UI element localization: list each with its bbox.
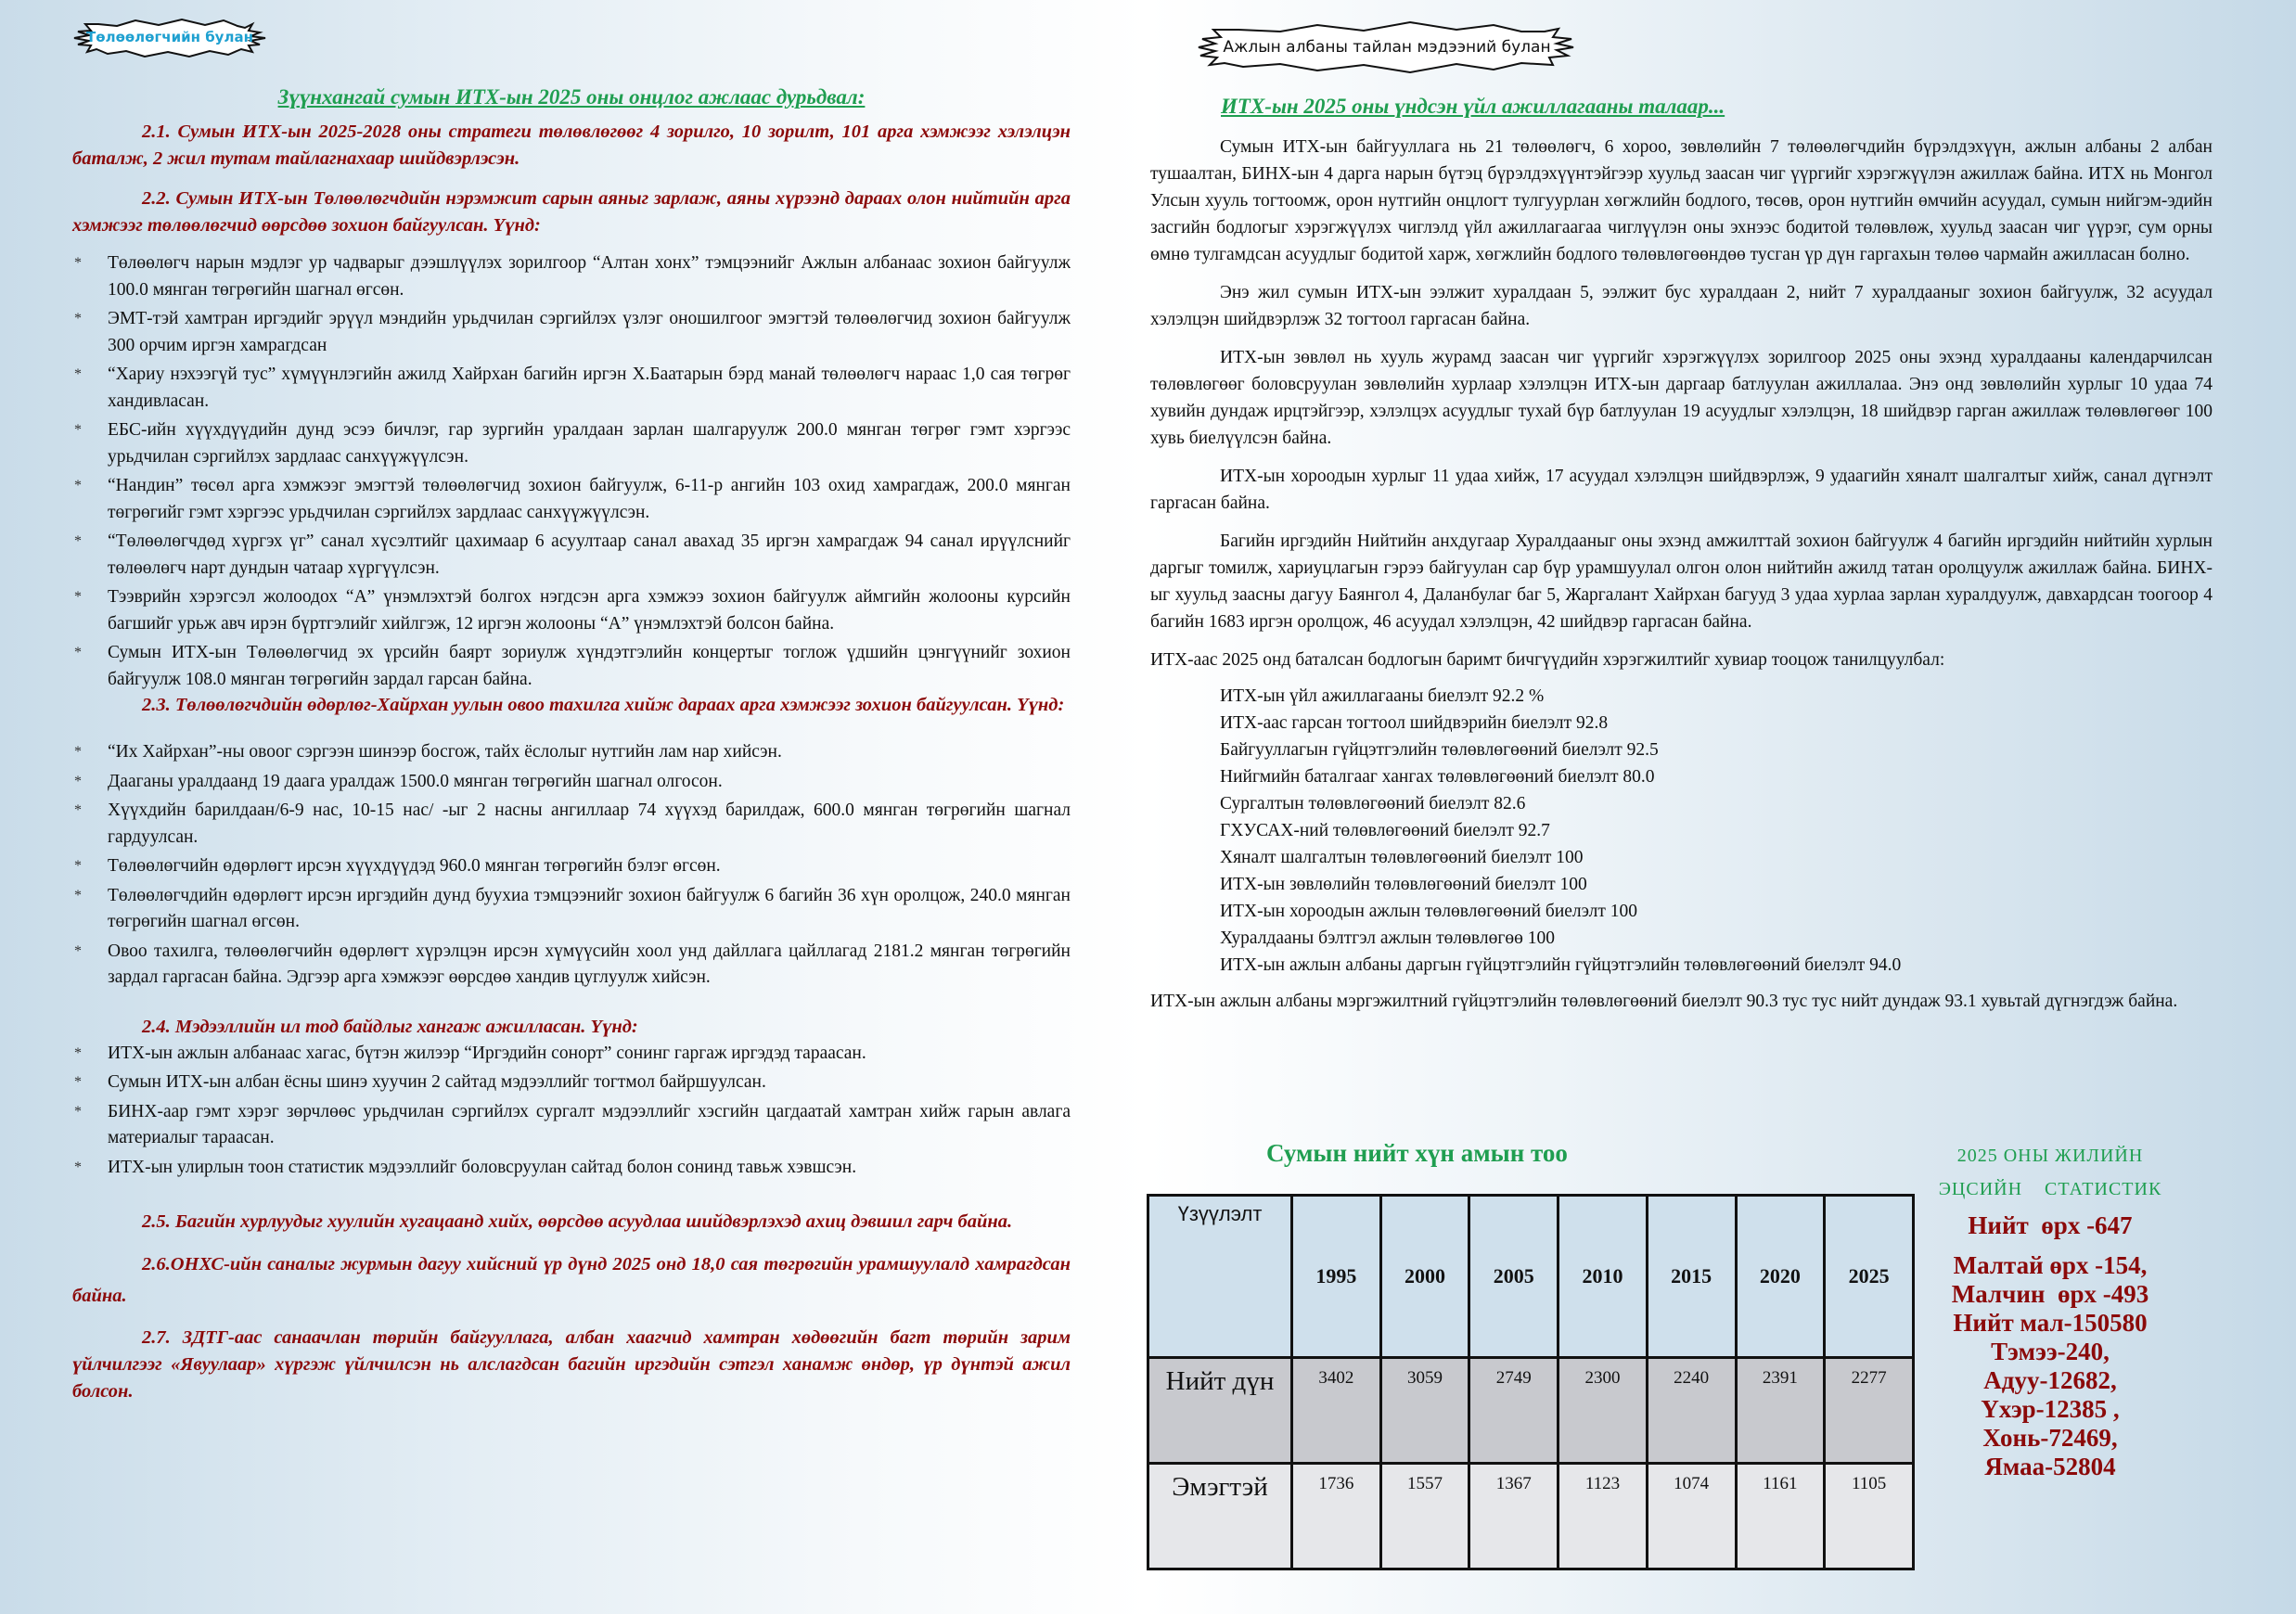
table-cell: 1105 bbox=[1825, 1464, 1914, 1569]
badge-label: Төлөөлөгчийн булан bbox=[86, 29, 253, 45]
asterisk-bullet-icon: * bbox=[74, 1074, 82, 1090]
header-label: Үзүүлэлт bbox=[1148, 1196, 1292, 1358]
year-header: 2005 bbox=[1469, 1196, 1558, 1358]
table-cell: 1367 bbox=[1469, 1464, 1558, 1569]
badge-label: Ажлын албаны тайлан мэдээний булан bbox=[1223, 38, 1551, 57]
list-item: * Төлөөлөгчийн өдөрлөгт ирсэн хүүхдүүдэд 960.0 мянган төгрөгийн бэлэг өгсөн. bbox=[72, 853, 1071, 880]
year-header: 2015 bbox=[1647, 1196, 1736, 1358]
list-item: * Төлөөлөгч нарын мэдлэг ур чадварыг дээшлүүлэх зорилгоор “Алтан хонх” тэмцээнийг Ажлын албанаас зохион байгуулж 100.0 мянган төгрөгийн шагнал өгсөн. bbox=[72, 250, 1071, 303]
list-item: * “Хариу нэхээгүй тус” хүмүүнлэгийн ажилд Хайрхан багийн иргэн Х.Баатарын бэрд манай төлөөлөгч нараас 1,0 сая төгрөг хандивласан. bbox=[72, 362, 1071, 415]
table-cell: 2277 bbox=[1825, 1358, 1914, 1464]
paragraph: Энэ жил сумын ИТХ-ын ээлжит хуралдаан 5, ээлжит бус хуралдаан 2, нийт 7 хуралдааныг зохион байгуулж, 32 асуудал хэлэлцэн шийдвэрлэж 32 тогтоол гаргасан байна. bbox=[1150, 283, 2213, 329]
year-header: 2025 bbox=[1825, 1196, 1914, 1358]
list-item: * ИТХ-ын улирлын тоон статистик мэдээллийг боловсруулан сайтад болон сонинд тавьж хэвшсэн. bbox=[72, 1155, 1071, 1182]
population-table bbox=[1147, 1194, 1915, 1570]
stat-line: Ямаа-52804 bbox=[1984, 1453, 2116, 1480]
section-2-3-list bbox=[72, 739, 1071, 992]
performance-item: ИТХ-ын хороодын ажлын төлөвлөгөөний биелэлт 100 bbox=[1220, 902, 1638, 921]
performance-item: Хяналт шалгалтын төлөвлөгөөний биелэлт 100 bbox=[1220, 848, 1584, 867]
section-2-3: 2.3. Төлөөлөгчдийн өдөрлөг-Хайрхан уулын овоо тахилга хийж дараах арга хэмжээг зохион байгуулсан. Үүнд: bbox=[142, 695, 1065, 715]
section-2-1: 2.1. Сумын ИТХ-ын 2025-2028 оны стратеги төлөвлөгөөг 4 зорилго, 10 зорилт, 101 арга хэмжээг хэлэлцэн баталж, 2 жил тутам тайлагнахаар шийдвэрлэсэн. bbox=[72, 122, 1071, 169]
asterisk-bullet-icon: * bbox=[74, 366, 82, 382]
section-2-2-list bbox=[72, 250, 1071, 693]
asterisk-bullet-icon: * bbox=[74, 858, 82, 874]
asterisk-bullet-icon: * bbox=[74, 942, 82, 959]
section-2-7: 2.7. ЗДТГ-аас санаачлан төрийн байгууллага, албан хаагчид хамтран хөдөөгийн багт төрийн зарим үйлчилгээг «Явуулаар» хүргэж үйлчилсэн нь алслагдсан багийн иргэдийн сэтгэл ханамж өндөр, үр дүнтэй ажил болсон. bbox=[72, 1327, 1071, 1402]
performance-item: ИТХ-ын зөвлөлийн төлөвлөгөөний биелэлт 100 bbox=[1220, 875, 1587, 894]
list-item: * Сумын ИТХ-ын албан ёсны шинэ хуучин 2 сайтад мэдээллийг тогтмол байршуулсан. bbox=[72, 1070, 1071, 1096]
stat-line: Малтай өрх -154, bbox=[1953, 1251, 2148, 1279]
paragraph: ИТХ-ын зөвлөл нь хууль журамд заасан чиг үүргийг хэрэгжүүлэх зорилгоор 2025 оны эхэнд хуралдааны календарчилсан төлөвлөгөөг боловсруулан зөвлөлийн хурлаар хэлэлцэн ИТХ-ын даргаар батлуулан ажиллалаа. Энэ онд зөвлөлийн хурлыг 10 удаа 74 хувийн дундаж ирцтэйгээр, хэлэлцэх асуудлыг тухай бүр батлуулан 19 асуудлыг хэлэлцэн, 18 шийдвэр гарган ажиллаж төлөвлөгөөг 100 хувь биелүүлсэн байна. bbox=[1150, 348, 2213, 448]
performance-item: ИТХ-ын ажлын албаны даргын гүйцэтгэлийн гүйцэтгэлийн төлөвлөгөөний биелэлт 94.0 bbox=[1220, 955, 1902, 975]
table-cell: 2240 bbox=[1647, 1358, 1736, 1464]
performance-item: Нийгмийн баталгааг хангах төлөвлөгөөний биелэлт 80.0 bbox=[1220, 767, 1655, 787]
right-page-title: ИТХ-ын 2025 оны үндсэн үйл ажиллагааны талаар... bbox=[1221, 95, 1725, 118]
section-2-5: 2.5. Багийн хурлуудыг хуулийн хугацаанд хийх, өөрсдөө асуудлаа шийдвэрлэхэд ахиц дэвшил гарч байна. bbox=[142, 1211, 1013, 1232]
asterisk-bullet-icon: * bbox=[74, 1159, 82, 1175]
paragraph: Сумын ИТХ-ын байгууллага нь 21 төлөөлөгч, 6 хороо, зөвлөлийн 7 төлөөлөгчдийн бүрэлдэхүүн, ажлын албаны 2 албан тушаалтан, БИНХ-ын 4 дарга нарын бүтэц бүрэлдэхүүнтэйгээр хуульд заасан чиг үүргийг хэрэгжүүлэн ажиллаж байна. ИТХ нь Монгол Улсын хууль тогтоомж, орон нутгийн онцлогт тулгуурлан хөгжлийн бодлого, төсөв, орон нутгийн өмчийн асуудал, сумын нийгэм-эдийн засгийн бодлогыг хэрэгжүүлэх чиглэлд үйл ажиллагаагаа чиглүүлэн оны эхнээс бодитой төлөвлөж, хуульд заасан чиг үүрэг, сум орны өмнө тулгамдсан асуудлыг бодитой харж, хөгжлийн бодлого төлөвлөгөөндөө тусган үр дүн гаргахын төлөө чармайн ажилласан болно. bbox=[1150, 137, 2213, 264]
asterisk-bullet-icon: * bbox=[74, 773, 82, 789]
asterisk-bullet-icon: * bbox=[74, 887, 82, 903]
asterisk-bullet-icon: * bbox=[74, 478, 82, 493]
asterisk-bullet-icon: * bbox=[74, 255, 82, 271]
stat-line: Адуу-12682, bbox=[1983, 1366, 2117, 1394]
stat-line: Малчин өрх -493 bbox=[1951, 1280, 2149, 1308]
list-item: * БИНХ-аар гэмт хэрэг зөрчлөөс урьдчилан сэргийлэх сургалт мэдээллийг хэсгийн цагдаатай хамтран хийж гарын авлага материалыг тараасан. bbox=[72, 1099, 1071, 1152]
table-header-row bbox=[1148, 1196, 1914, 1358]
year-end-statistics bbox=[1930, 1139, 2171, 1481]
table-cell: 1557 bbox=[1380, 1464, 1469, 1569]
row-label: Эмэгтэй bbox=[1148, 1464, 1292, 1569]
left-page-title: Зүүнхангай сумын ИТХ-ын 2025 оны онцлог ажлаас дурьдвал: bbox=[277, 85, 866, 109]
year-header: 2000 bbox=[1380, 1196, 1469, 1358]
stats-heading: 2025 ОНЫ ЖИЛИЙН bbox=[1956, 1146, 2144, 1166]
table-cell: 1074 bbox=[1647, 1464, 1736, 1569]
table-cell: 1161 bbox=[1736, 1464, 1825, 1569]
right-content bbox=[1150, 83, 2213, 1024]
population-table-title: Сумын нийт хүн амын тоо bbox=[1266, 1139, 1568, 1167]
list-item: * Дааганы уралдаанд 19 даага уралдаж 1500.0 мянган төгрөгийн шагнал олгосон. bbox=[72, 769, 1071, 796]
representative-corner-badge bbox=[71, 17, 269, 59]
asterisk-bullet-icon: * bbox=[74, 589, 82, 605]
section-2-2: 2.2. Сумын ИТХ-ын Төлөөлөгчдийн нэрэмжит сарын аяныг зарлаж, аяны хүрээнд дараах олон нийтийн арга хэмжээг төлөөлөгчид өөрсдөө зохион байгуулсан. Үүнд: bbox=[72, 188, 1071, 236]
asterisk-bullet-icon: * bbox=[74, 533, 82, 549]
table-cell: 1123 bbox=[1558, 1464, 1648, 1569]
asterisk-bullet-icon: * bbox=[74, 1103, 82, 1120]
section-2-4-list bbox=[72, 1041, 1071, 1182]
asterisk-bullet-icon: * bbox=[74, 422, 82, 438]
performance-item: ИТХ-ын үйл ажиллагааны биелэлт 92.2 % bbox=[1220, 686, 1545, 706]
list-item: * Хүүхдийн барилдаан/6-9 нас, 10-15 нас/ -ыг 2 насны ангиллаар 74 хүүхэд барилдаж, 600.0 мянган төгрөгийн шагнал гардуулсан. bbox=[72, 798, 1071, 851]
asterisk-bullet-icon: * bbox=[74, 1044, 82, 1061]
stat-line: Тэмээ-240, bbox=[1991, 1338, 2110, 1365]
list-item: * ЭМТ-тэй хамтран иргэдийг эрүүл мэндийн урьдчилан сэргийлэх үзлэг оношилгоог эмэгтэй төлөөлөгчид зохион байгуулж 300 орчим иргэн хамрагдсан bbox=[72, 306, 1071, 359]
performance-item: Байгууллагын гүйцэтгэлийн төлөвлөгөөний биелэлт 92.5 bbox=[1220, 740, 1659, 760]
performance-list bbox=[1150, 683, 2213, 979]
list-item: * Төлөөлөгчдийн өдөрлөгт ирсэн иргэдийн дунд буухиа тэмцээнийг зохион байгуулж 6 багийн 36 хүн оролцож, 240.0 мянган төгрөгийн шагнал өгсөн. bbox=[72, 883, 1071, 936]
section-2-6: 2.6.ОНХС-ийн саналыг журмын дагуу хийсний үр дүнд 2025 онд 18,0 сая төгрөгийн урамшуулалд хамрагдсан байна. bbox=[72, 1254, 1071, 1306]
list-item: * ИТХ-ын ажлын албанаас хагас, бүтэн жилээр “Иргэдийн сонорт” сонинг гаргаж иргэдэд тараасан. bbox=[72, 1041, 1071, 1068]
table-cell: 3059 bbox=[1380, 1358, 1469, 1464]
table-cell: 3402 bbox=[1292, 1358, 1381, 1464]
year-header: 1995 bbox=[1292, 1196, 1381, 1358]
list-item: * Овоо тахилга, төлөөлөгчийн өдөрлөгт хүрэлцэн ирсэн хүмүүсийн хоол унд дайллага цайллагад 2181.2 мянган төгрөгийн зардал гаргасан байна. Эдгээр арга хэмжээг өөрсдөө хандив цуглуулж хийсэн. bbox=[72, 939, 1071, 992]
paragraph: Багийн иргэдийн Нийтийн анхдугаар Хуралдааныг оны эхэнд амжилттай зохион байгуулж 4 багийн иргэдийн нийтийн хурлын даргыг томилж, хариуцлагын гэрээ байгуулан сар бүр урамшуулал олгон олон нийтийн ажилд татан оролцуулж ажиллаж байна. БИНХ-ыг хуульд заасны дагуу Баянгол 4, Даланбулаг баг 5, Жаргалант Хайрхан багууд 3 удаа хурлаа зарлан хуралдуулж, давхардсан тоогоор 4 багийн 1683 иргэн оролцож, 46 асуудал хэлэлцэн, 42 шийдвэр гаргасан байна. bbox=[1150, 532, 2213, 632]
work-office-report-badge bbox=[1197, 20, 1577, 74]
table-row bbox=[1148, 1358, 1914, 1464]
table-cell: 2300 bbox=[1558, 1358, 1648, 1464]
list-item: * Тээврийн хэрэгсэл жолоодох “А” үнэмлэхтэй болгох нэгдсэн арга хэмжээ зохион байгуулж аймгийн жолооны курсийн багшийг урьж авч ирэн бүртгэлийг хийлгэж, 12 иргэн жолооны “А” үнэмлэхтэй болсон байна. bbox=[72, 584, 1071, 637]
asterisk-bullet-icon: * bbox=[74, 645, 82, 660]
list-item: * ЕБС-ийн хүүхдүүдийн дунд эсээ бичлэг, гар зургийн уралдаан зарлан шалгаруулж 200.0 мянган төгрөг гэмт хэргээс урьдчилан сэргийлэх зардлаас санхүүжүүлсэн. bbox=[72, 417, 1071, 470]
stat-total-households: Нийт өрх -647 bbox=[1968, 1211, 2133, 1239]
table-cell: 2391 bbox=[1736, 1358, 1825, 1464]
performance-item: ИТХ-аас гарсан тогтоол шийдвэрийн биелэлт 92.8 bbox=[1220, 713, 1609, 733]
stat-line: Хонь-72469, bbox=[1982, 1424, 2118, 1452]
performance-summary: ИТХ-ын ажлын албаны мэргэжилтний гүйцэтгэлийн төлөвлөгөөний биелэлт 90.3 тус тус нийт дундаж 93.1 хувьтай дүгнэгдэж байна. bbox=[1150, 992, 2178, 1011]
stat-line: Үхэр-12385 , bbox=[1981, 1395, 2120, 1423]
section-2-4: 2.4. Мэдээллийн ил тод байдлыг хангаж ажилласан. Үүнд: bbox=[142, 1016, 638, 1037]
list-item: * “Нандин” төсөл арга хэмжээг эмэгтэй төлөөлөгчид зохион байгуулж, 6-11-р ангийн 103 охид хамрагдаж, 200.0 мянган төгрөгийг гэмт хэргээс урьдчилан сэргийлэх зардлаас санхүүжүүлсэн. bbox=[72, 473, 1071, 526]
year-header: 2020 bbox=[1736, 1196, 1825, 1358]
list-item: * “Их Хайрхан”-ны овоог сэргээн шинээр босгож, тайх ёслолыг нутгийн лам нар хийсэн. bbox=[72, 739, 1071, 766]
left-content bbox=[72, 83, 1071, 1418]
asterisk-bullet-icon: * bbox=[74, 802, 82, 818]
table-cell: 1736 bbox=[1292, 1464, 1381, 1569]
asterisk-bullet-icon: * bbox=[74, 311, 82, 327]
performance-intro: ИТХ-аас 2025 онд баталсан бодлогын баримт бичгүүдийн хэрэгжилтийг хувиар тооцож танилцуулбал: bbox=[1150, 650, 1945, 670]
year-header: 2010 bbox=[1558, 1196, 1648, 1358]
list-item: * Сумын ИТХ-ын Төлөөлөгчид эх үрсийн баярт зориулж хүндэтгэлийн концертыг тоглож үдшийн цэнгүүнийг зохион байгуулж 108.0 мянган төгрөгийн зардал гарсан байна. bbox=[72, 640, 1071, 693]
paragraph: ИТХ-ын хороодын хурлыг 11 удаа хийж, 17 асуудал хэлэлцэн шийдвэрлэж, 9 удаагийн хяналт шалгалтыг хийж, санал дүгнэлт гаргасан байна. bbox=[1150, 467, 2213, 513]
performance-item: Сургалтын төлөвлөгөөний биелэлт 82.6 bbox=[1220, 794, 1526, 813]
row-label: Нийт дүн bbox=[1148, 1358, 1292, 1464]
performance-item: Хуралдааны бэлтгэл ажлын төлөвлөгөө 100 bbox=[1220, 929, 1555, 948]
stats-heading: ЭЦСИЙН СТАТИСТИК bbox=[1938, 1179, 2162, 1199]
table-cell: 2749 bbox=[1469, 1358, 1558, 1464]
list-item: * “Төлөөлөгчдөд хүргэх үг” санал хүсэлтийг цахимаар 6 асуултаар санал авахад 35 иргэн хамрагдаж 94 санал ирүүлснийг төлөөлөгч нарт дундын чатаар хүргүүлсэн. bbox=[72, 529, 1071, 582]
table-row bbox=[1148, 1464, 1914, 1569]
asterisk-bullet-icon: * bbox=[74, 744, 82, 760]
stat-line: Нийт мал-150580 bbox=[1953, 1309, 2148, 1337]
performance-item: ГХУСАХ-ний төлөвлөгөөний биелэлт 92.7 bbox=[1220, 821, 1550, 840]
